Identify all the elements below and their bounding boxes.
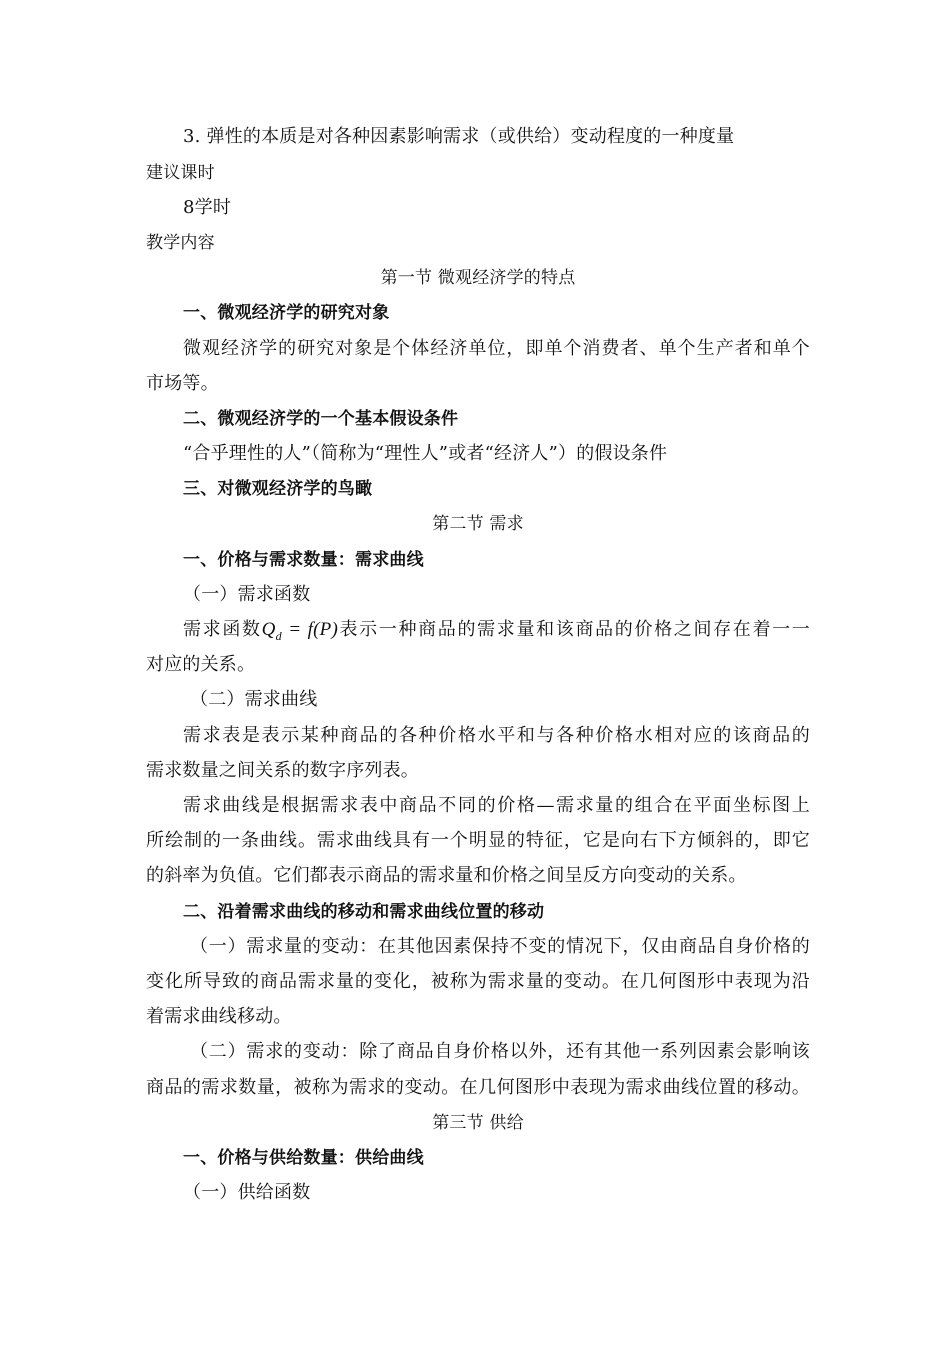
demand-function-desc: 表示一种商品的需求量和该商品的价格之间存在着一一 — [338, 619, 810, 640]
subheading-supply-function: （一）供给函数 — [183, 1182, 311, 1203]
paragraph-research-object-2: 市场等。 — [146, 373, 219, 394]
section-title-3: 第三节 供给 — [432, 1113, 524, 1133]
paragraph-research-object-1: 微观经济学的研究对象是个体经济单位，即单个消费者、单个生产者和单个 — [183, 338, 810, 359]
subheading-assumption: 二、微观经济学的一个基本假设条件 — [183, 409, 459, 429]
paragraph-demand-function-2: 对应的关系。 — [146, 654, 256, 675]
subheading-demand-curve-2: （二）需求曲线 — [190, 689, 318, 710]
subheading-research-object: 一、微观经济学的研究对象 — [183, 303, 390, 323]
paragraph-quantity-change-1: （一）需求量的变动：在其他因素保持不变的情况下，仅由商品自身价格的 — [190, 936, 810, 957]
paragraph-demand-function-1 — [183, 618, 810, 648]
heading-teaching-content: 教学内容 — [146, 233, 215, 253]
paragraph-demand-curve-3: 的斜率为负值。它们都表示商品的需求量和价格之间呈反方向变动的关系。 — [146, 865, 747, 886]
subheading-overview: 三、对微观经济学的鸟瞰 — [183, 479, 373, 499]
section-title-2: 第二节 需求 — [432, 514, 524, 534]
subheading-supply-curve: 一、价格与供给数量：供给曲线 — [183, 1148, 424, 1168]
paragraph-demand-change-2: 商品的需求数量，被称为需求的变动。在几何图形中表现为需求曲线位置的移动。 — [146, 1077, 810, 1098]
paragraph-demand-curve-2: 所绘制的一条曲线。需求曲线具有一个明显的特征，它是向右下方倾斜的，即它 — [146, 830, 810, 851]
heading-suggested-hours: 建议课时 — [146, 163, 215, 183]
paragraph-quantity-change-3: 着需求曲线移动。 — [146, 1006, 292, 1027]
paragraph-demand-table-2: 需求数量之间关系的数字序列表。 — [146, 760, 419, 781]
subheading-movement: 二、沿着需求曲线的移动和需求曲线位置的移动 — [183, 902, 545, 922]
formula-rhs: = f(P) — [281, 619, 338, 640]
paragraph-assumption: “合乎理性的人”（简称为“理性人”或者“经济人”）的假设条件 — [183, 443, 668, 464]
paragraph-demand-change-1: （二）需求的变动：除了商品自身价格以外，还有其他一系列因素会影响该 — [190, 1041, 810, 1062]
paragraph-quantity-change-2: 变化所导致的商品需求量的变化，被称为需求量的变动。在几何图形中表现为沿 — [146, 971, 810, 992]
paragraph-demand-curve-1: 需求曲线是根据需求表中商品不同的价格—需求量的组合在平面坐标图上 — [183, 795, 810, 816]
paragraph-elasticity: 3. 弹性的本质是对各种因素影响需求（或供给）变动程度的一种度量 — [183, 126, 735, 147]
paragraph-demand-table-1: 需求表是表示某种商品的各种价格水平和与各种价格水相对应的该商品的 — [183, 725, 810, 746]
demand-function-formula — [261, 619, 338, 643]
paragraph-hours: 8学时 — [183, 197, 232, 218]
formula-q: Q — [261, 619, 276, 640]
formula-subscript: d — [275, 628, 282, 643]
section-title-1: 第一节 微观经济学的特点 — [380, 268, 576, 288]
demand-function-intro: 需求函数 — [183, 619, 262, 640]
subheading-demand-function: （一）需求函数 — [183, 584, 311, 605]
subheading-demand-curve: 一、价格与需求数量：需求曲线 — [183, 550, 424, 570]
